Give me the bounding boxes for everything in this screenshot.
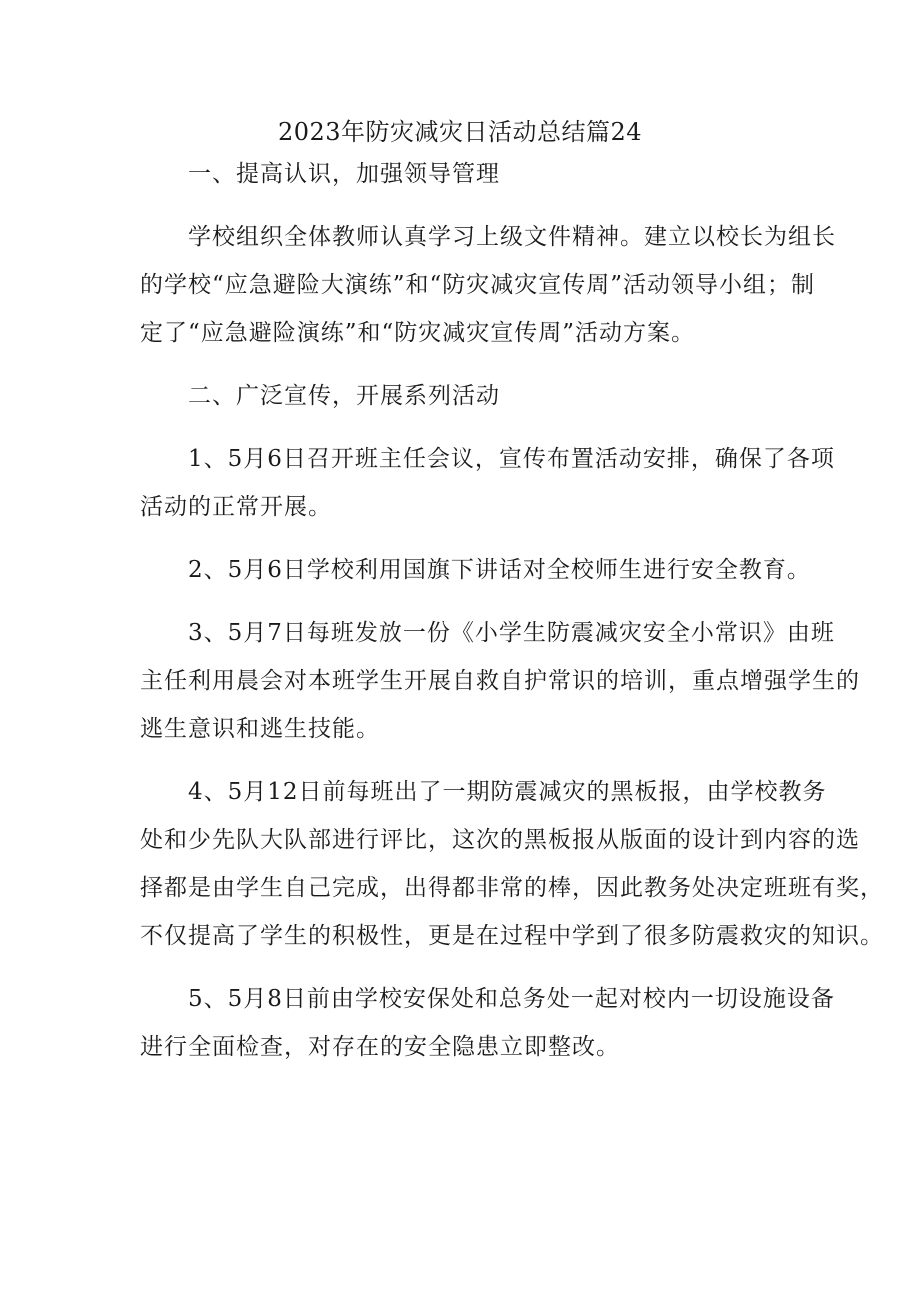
paragraph-line: 的学校“应急避险大演练”和“防灾减灾宣传周”活动领导小组；制 (140, 272, 816, 298)
paragraph-line: 1、5月6日召开班主任会议，宣传布置活动安排，确保了各项 (188, 446, 835, 472)
paragraph-line: 进行全面检查，对存在的安全隐患立即整改。 (140, 1034, 620, 1060)
section-heading-2: 二、广泛宣传，开展系列活动 (188, 383, 500, 409)
paragraph-line: 5、5月8日前由学校安保处和总务处一起对校内一切设施设备 (188, 986, 835, 1012)
paragraph-line: 2、5月6日学校利用国旗下讲话对全校师生进行安全教育。 (188, 557, 811, 583)
section-heading-1: 一、提高认识，加强领导管理 (188, 161, 500, 187)
document-title: 2023年防灾减灾日活动总结篇24 (277, 118, 643, 146)
paragraph-line: 学校组织全体教师认真学习上级文件精神。建立以校长为组长 (188, 224, 836, 250)
paragraph-line: 不仅提高了学生的积极性，更是在过程中学到了很多防震救灾的知识。 (140, 923, 884, 949)
paragraph-line: 3、5月7日每班发放一份《小学生防震减灾安全小常识》由班 (188, 620, 835, 646)
paragraph-line: 择都是由学生自己完成，出得都非常的棒，因此教务处决定班班有奖， (140, 875, 884, 901)
paragraph-line: 4、5月12日前每班出了一期防震减灾的黑板报，由学校教务 (188, 779, 827, 805)
paragraph-line: 活动的正常开展。 (140, 494, 332, 520)
paragraph-line: 处和少先队大队部进行评比，这次的黑板报从版面的设计到内容的选 (140, 827, 860, 853)
paragraph-line: 定了“应急避险演练”和“防灾减灾宣传周”活动方案。 (140, 320, 696, 346)
paragraph-line: 主任利用晨会对本班学生开展自救自护常识的培训，重点增强学生的 (140, 668, 860, 694)
paragraph-line: 逃生意识和逃生技能。 (140, 716, 380, 742)
